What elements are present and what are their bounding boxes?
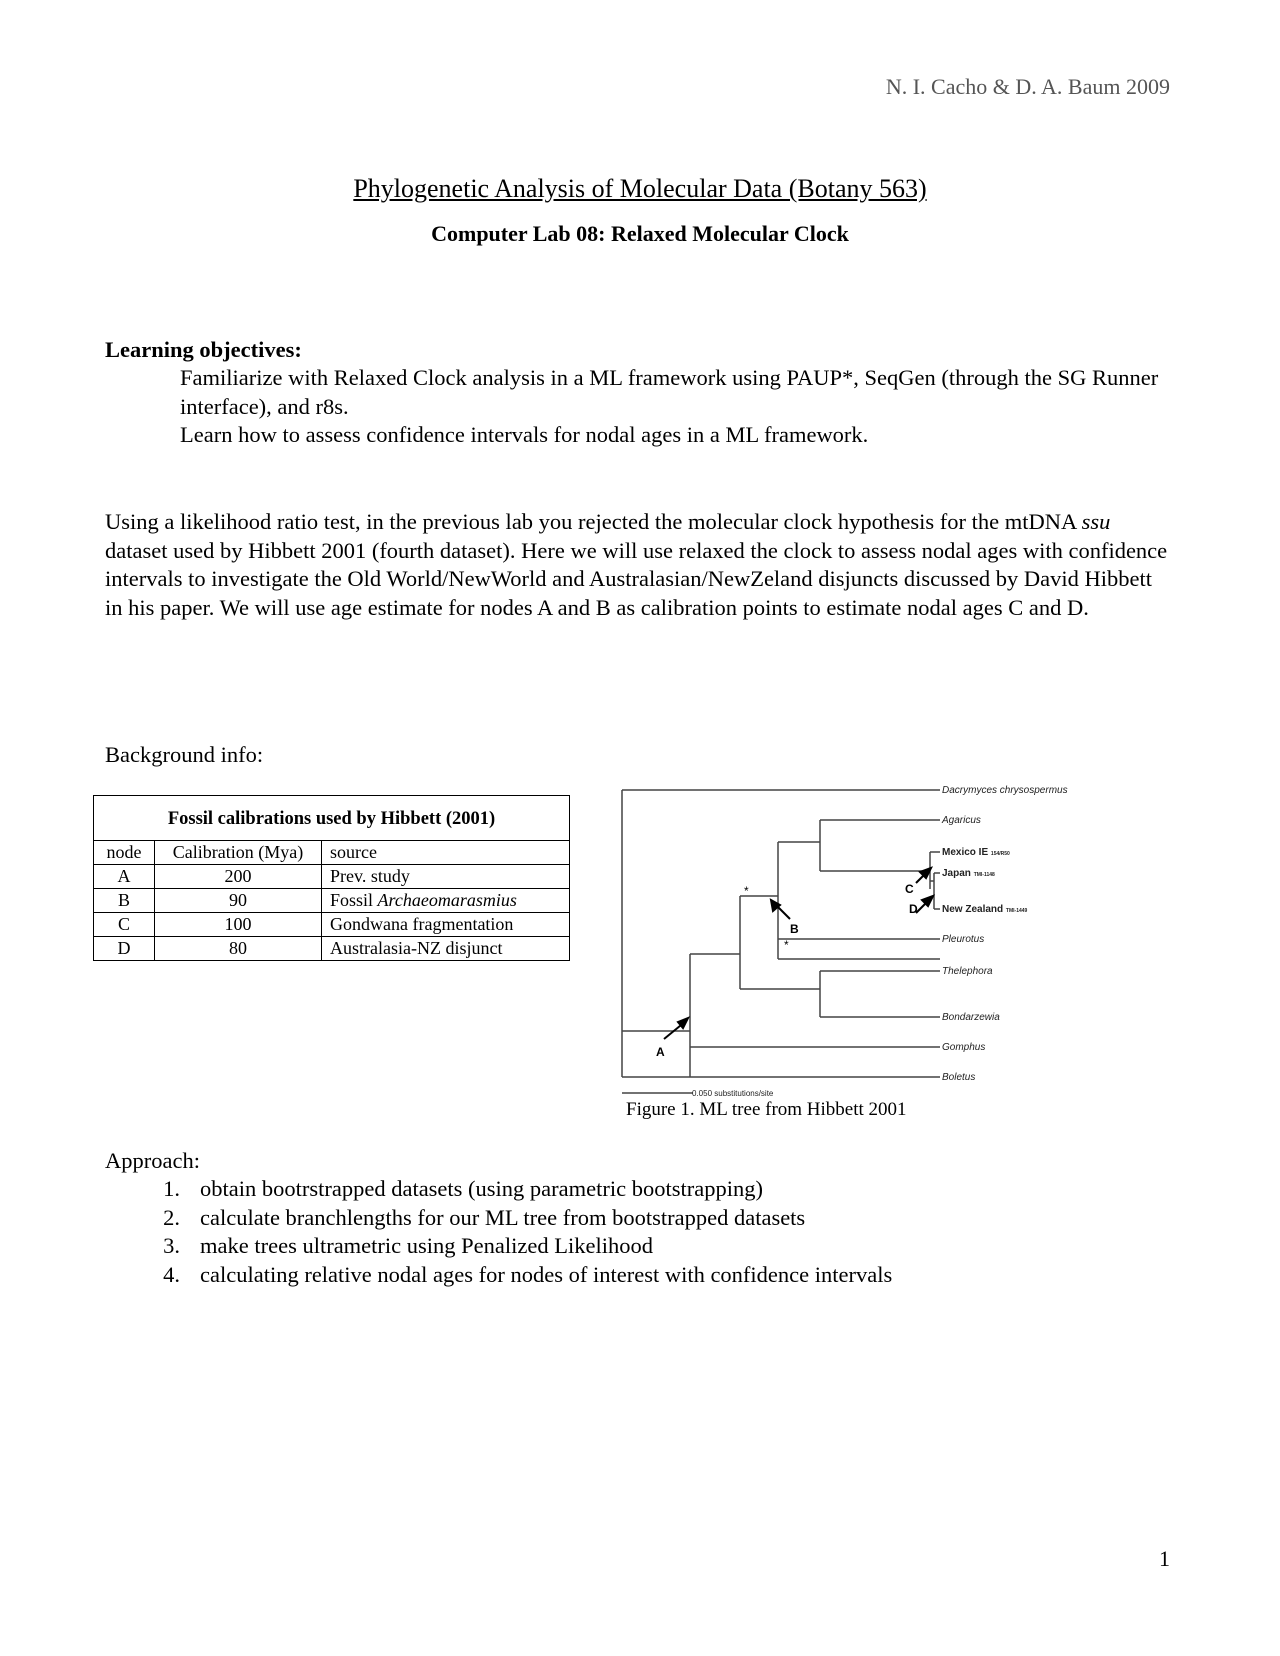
intro-italic-ssu: ssu	[1081, 509, 1111, 534]
tree-branches	[622, 790, 940, 1093]
calibration-table	[93, 795, 570, 961]
approach-list	[140, 1175, 892, 1289]
taxon-label: Pleurotus	[942, 934, 985, 945]
taxon-label: Bondarzewia	[942, 1012, 1000, 1023]
list-item: 4. calculating relative nodal ages for nodes of interest with confidence intervals	[163, 1261, 893, 1287]
table-row	[94, 889, 570, 913]
calibration-cell: 100	[155, 913, 322, 937]
learning-objectives-heading: Learning objectives:	[105, 337, 302, 362]
source-italic: Archaeomarasmius	[377, 890, 517, 910]
table-row	[94, 937, 570, 961]
taxon-label: Boletus	[942, 1072, 976, 1083]
taxon-labels	[941, 785, 1068, 1083]
node-cell: D	[94, 937, 155, 961]
support-asterisk: *	[784, 938, 789, 952]
source-cell: Gondwana fragmentation	[322, 913, 570, 937]
page-subtitle: Computer Lab 08: Relaxed Molecular Clock	[431, 221, 849, 246]
figure-caption: Figure 1. ML tree from Hibbett 2001	[626, 1099, 907, 1120]
table-header-cell: node	[94, 841, 155, 865]
support-marks	[744, 884, 789, 952]
calibration-cell: 90	[155, 889, 322, 913]
page-number: 1	[1159, 1546, 1170, 1571]
node-cell: B	[94, 889, 155, 913]
calibration-cell: 80	[155, 937, 322, 961]
list-item: 3. make trees ultrametric using Penalized Likelihood	[163, 1233, 653, 1258]
taxon-label: Agaricus	[942, 815, 981, 826]
source-cell: Australasia-NZ disjunct	[322, 937, 570, 961]
list-item: 2. calculate branchlengths for our ML tree from bootstrapped datasets	[163, 1204, 806, 1230]
table-row	[94, 865, 570, 889]
node-label-b: B	[790, 922, 799, 936]
node-cell: C	[94, 913, 155, 937]
taxon-label: Japan TMI-1148	[942, 868, 995, 879]
taxon-label: Thelephora	[942, 966, 993, 977]
list-item: 1. obtain bootrstrapped datasets (using parametric bootstrapping)	[163, 1176, 763, 1201]
calibration-table-caption: Fossil calibrations used by Hibbett (2001)	[93, 795, 570, 840]
intro-paragraph	[105, 508, 1175, 622]
support-asterisk: *	[744, 884, 749, 898]
taxon-label: Dacrymyces chrysospermus	[942, 785, 1068, 796]
scale-bar-label: 0.050 substitutions/site	[692, 1089, 774, 1096]
node-cell: A	[94, 865, 155, 889]
approach-heading: Approach:	[105, 1148, 200, 1173]
learning-objective-item: Learn how to assess confidence intervals for nodal ages in a ML framework.	[180, 422, 869, 447]
header-author-line: N. I. Cacho & D. A. Baum 2009	[885, 74, 1170, 99]
node-label-c: C	[905, 882, 914, 896]
taxon-label: Gomphus	[942, 1042, 986, 1053]
node-label-d: D	[909, 902, 918, 916]
table-header-cell: source	[322, 841, 570, 865]
intro-text-part1: Using a likelihood ratio test, in the previous lab you rejected the molecular clock hypothesis for the mtDNA	[105, 509, 1082, 534]
taxon-label: Mexico IE 154/R50	[942, 847, 1010, 858]
source-cell: Prev. study	[322, 865, 570, 889]
page-title: Phylogenetic Analysis of Molecular Data (Botany 563)	[353, 174, 927, 203]
calibration-cell: 200	[155, 865, 322, 889]
phylogenetic-tree-figure	[620, 771, 1090, 1096]
intro-text-part2: dataset used by Hibbett 2001 (fourth dataset). Here we will use relaxed the clock to assess nodal ages with confidence intervals to investigate the Old World/NewWorld and Australasian/NewZeland disjuncts discussed by David Hibbett in his paper. We will use age estimate for nodes A and B as calibration points to estimate nodal ages C and D.	[105, 537, 1168, 620]
taxon-label: New Zealand TMI-1449	[942, 904, 1028, 915]
node-label-a: A	[656, 1045, 665, 1059]
table-header-cell: Calibration (Mya)	[155, 841, 322, 865]
background-info-label: Background info:	[105, 742, 264, 767]
table-header-row	[94, 841, 570, 865]
source-cell: Fossil Archaeomarasmius	[322, 889, 570, 913]
table-row	[94, 913, 570, 937]
learning-objectives-list	[180, 364, 1180, 450]
learning-objective-item: Familiarize with Relaxed Clock analysis in a ML framework using PAUP*, SeqGen (through the SG Runner interface), and r8s.	[180, 365, 1159, 419]
